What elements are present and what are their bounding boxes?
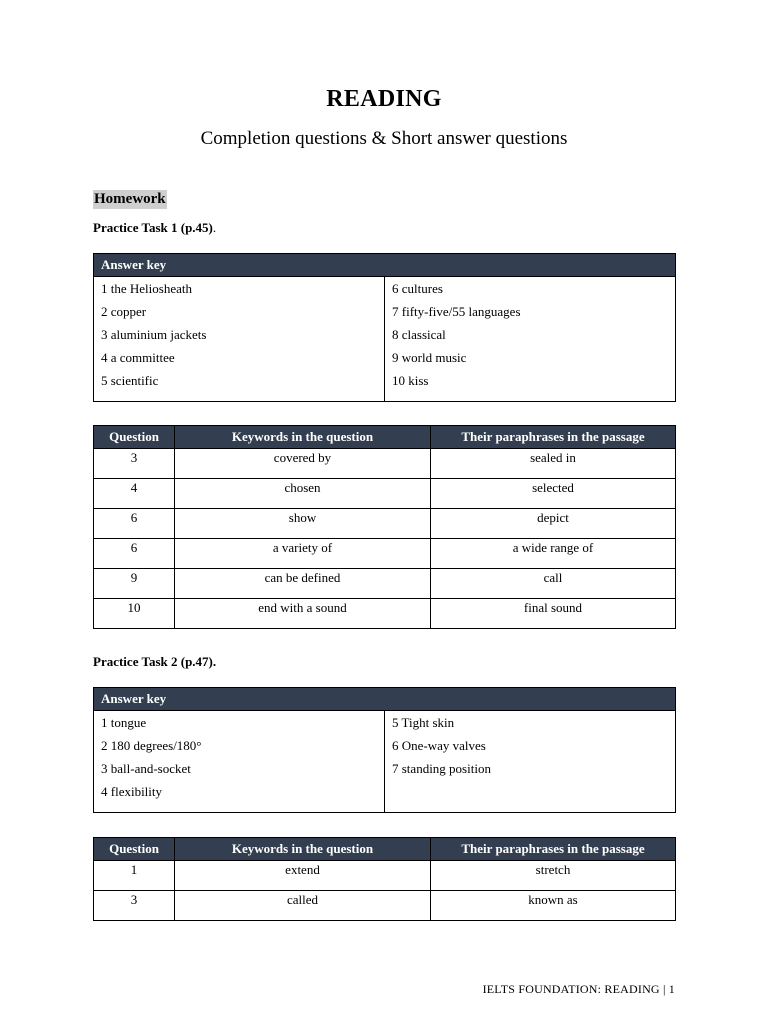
task2-keywords-table	[93, 837, 676, 921]
answer-item: 1 tongue	[101, 715, 147, 730]
answer-item: 5 scientific	[101, 373, 159, 388]
column-header: Their paraphrases in the passage	[431, 426, 676, 449]
table-cell: called	[175, 891, 431, 921]
table-row	[94, 599, 676, 629]
page-footer: IELTS FOUNDATION: READING | 1	[482, 982, 675, 996]
answer-item: 6 One-way valves	[392, 738, 486, 753]
task1-label-text: Practice Task 1 (p.45)	[93, 220, 213, 235]
answer-item: 3 ball-and-socket	[101, 761, 191, 776]
answer-item: 1 the Heliosheath	[101, 281, 192, 296]
task1-answer-key-right	[385, 277, 676, 402]
table-cell: extend	[175, 861, 431, 891]
answer-item: 2 180 degrees/180°	[101, 738, 202, 753]
answer-item: 8 classical	[392, 327, 446, 342]
section-heading: Homework	[94, 191, 166, 207]
table-cell: 10	[94, 599, 175, 629]
table-cell: selected	[431, 479, 676, 509]
answer-item: 10 kiss	[392, 373, 429, 388]
table-cell: end with a sound	[175, 599, 431, 629]
table-row	[94, 449, 676, 479]
table-cell: can be defined	[175, 569, 431, 599]
table-cell: 3	[94, 449, 175, 479]
task2-label: Practice Task 2 (p.47).	[93, 654, 217, 669]
table-cell: 1	[94, 861, 175, 891]
task2-answer-key-header: Answer key	[94, 688, 676, 711]
page-title: READING	[326, 86, 442, 112]
answer-item: 7 fifty-five/55 languages	[392, 304, 521, 319]
answer-item: 5 Tight skin	[392, 715, 455, 730]
table-cell: 9	[94, 569, 175, 599]
column-header: Keywords in the question	[175, 426, 431, 449]
task2-answer-key-right	[385, 711, 676, 813]
answer-item: 4 a committee	[101, 350, 175, 365]
table-cell: 6	[94, 509, 175, 539]
task1-answer-key-header: Answer key	[94, 254, 676, 277]
table-cell: 6	[94, 539, 175, 569]
column-header: Keywords in the question	[175, 838, 431, 861]
task1-answer-key-left	[94, 277, 385, 402]
task1-answer-key-table	[93, 253, 676, 402]
table-row	[94, 479, 676, 509]
table-row	[94, 509, 676, 539]
table-cell: a variety of	[175, 539, 431, 569]
table-cell: final sound	[431, 599, 676, 629]
column-header: Their paraphrases in the passage	[431, 838, 676, 861]
task1-keywords-table	[93, 425, 676, 629]
answer-item: 3 aluminium jackets	[101, 327, 207, 342]
table-row	[94, 861, 676, 891]
answer-item: 9 world music	[392, 350, 467, 365]
answer-item: 7 standing position	[392, 761, 491, 776]
page-subtitle: Completion questions & Short answer questions	[200, 128, 568, 149]
table-header-row	[94, 838, 676, 861]
table-cell: show	[175, 509, 431, 539]
table-cell: call	[431, 569, 676, 599]
answer-item: 6 cultures	[392, 281, 443, 296]
table-row	[94, 539, 676, 569]
table-row	[94, 569, 676, 599]
column-header: Question	[94, 426, 175, 449]
table-cell: chosen	[175, 479, 431, 509]
table-cell: 3	[94, 891, 175, 921]
table-cell: sealed in	[431, 449, 676, 479]
table-row	[94, 891, 676, 921]
table-cell: known as	[431, 891, 676, 921]
table-header-row	[94, 426, 676, 449]
column-header: Question	[94, 838, 175, 861]
table-cell: 4	[94, 479, 175, 509]
task2-answer-key-left	[94, 711, 385, 813]
answer-item: 4 flexibility	[101, 784, 163, 799]
answer-item: 2 copper	[101, 304, 147, 319]
task1-label: Practice Task 1 (p.45).	[93, 220, 217, 235]
table-cell: covered by	[175, 449, 431, 479]
table-cell: a wide range of	[431, 539, 676, 569]
table-cell: stretch	[431, 861, 676, 891]
task2-answer-key-table	[93, 687, 676, 813]
table-cell: depict	[431, 509, 676, 539]
